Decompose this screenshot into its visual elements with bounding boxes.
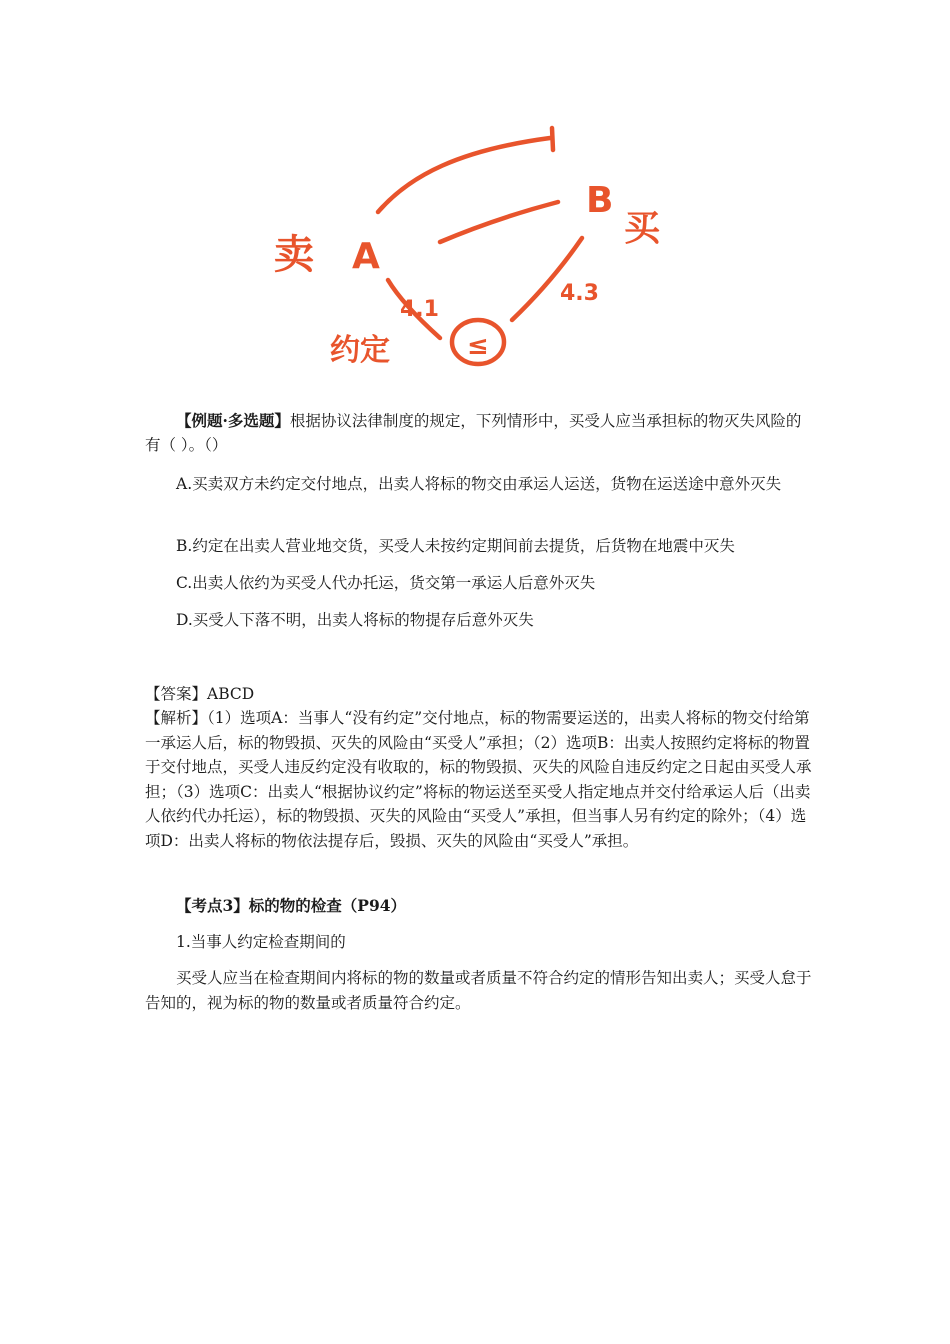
section-paragraph: 买受人应当在检查期间内将标的物的数量或者质量不符合约定的情形告知出卖人；买受人怠于告知的，视为标的物的数量或者质量符合约定。 xyxy=(145,969,812,1012)
question-tag: 【例题·多选题】 xyxy=(176,411,290,430)
line-4-3 xyxy=(512,238,582,320)
question xyxy=(145,409,815,457)
handwritten-diagram xyxy=(260,120,680,380)
analysis xyxy=(145,706,815,853)
section-heading: 【考点3】标的物的检查（P94） xyxy=(176,896,407,915)
arc-end-tick xyxy=(552,128,553,150)
label-circle: ≤ xyxy=(467,331,489,361)
question-text: 根据协议法律制度的规定，下列情形中，买受人应当承担标的物灭失风险的有（ ）。（） xyxy=(145,412,802,454)
option-c: C.出卖人依约为买受人代办托运，货交第一承运人后意外灭失 xyxy=(176,574,596,592)
label-4-3: 4.3 xyxy=(560,281,599,306)
option-a: A.买卖双方未约定交付地点，出卖人将标的物交由承运人运送，货物在运送途中意外灭失 xyxy=(176,475,782,493)
answer-label: 【答案】 xyxy=(145,685,208,703)
option-d: D.买受人下落不明，出卖人将标的物提存后意外灭失 xyxy=(176,611,534,629)
analysis-text: （1）选项A：当事人“没有约定”交付地点，标的物需要运送的，出卖人将标的物交付给第一承运人后，标的物毁损、灭失的风险由“买受人”承担；（2）选项B：出卖人按照约定将标的物置于交付地点，买受人违反约定没有收取的，标的物毁损、灭失的风险自违反约定之日起由买受人承担；（3）选项C：出卖人“根据协议约定”将标的物运送至买受人指定地点并交付给承运人后（出卖人依约代办托运），标的物毁损、灭失的风险由“买受人”承担，但当事人另有约定的除外；（4）选项D：出卖人将标的物依法提存后，毁损、灭失的风险由“买受人”承担。 xyxy=(145,709,812,850)
label-agreement: 约定 xyxy=(330,333,390,368)
label-b: B xyxy=(586,180,614,221)
analysis-label: 【解析】 xyxy=(145,709,208,727)
answer-value: ABCD xyxy=(207,685,255,703)
option-b: B.约定在出卖人营业地交货，买受人未按约定期间前去提货，后货物在地震中灭失 xyxy=(176,537,735,555)
label-buyer: 买 xyxy=(624,208,661,249)
section-item: 1.当事人约定检查期间的 xyxy=(176,933,346,951)
label-4-1: 4.1 xyxy=(400,297,439,322)
middle-line xyxy=(440,202,558,242)
handwritten-diagram-svg xyxy=(260,120,680,380)
top-arc xyxy=(378,138,550,212)
answer xyxy=(145,682,815,706)
label-a: A xyxy=(352,236,380,277)
label-seller: 卖 xyxy=(274,232,314,278)
